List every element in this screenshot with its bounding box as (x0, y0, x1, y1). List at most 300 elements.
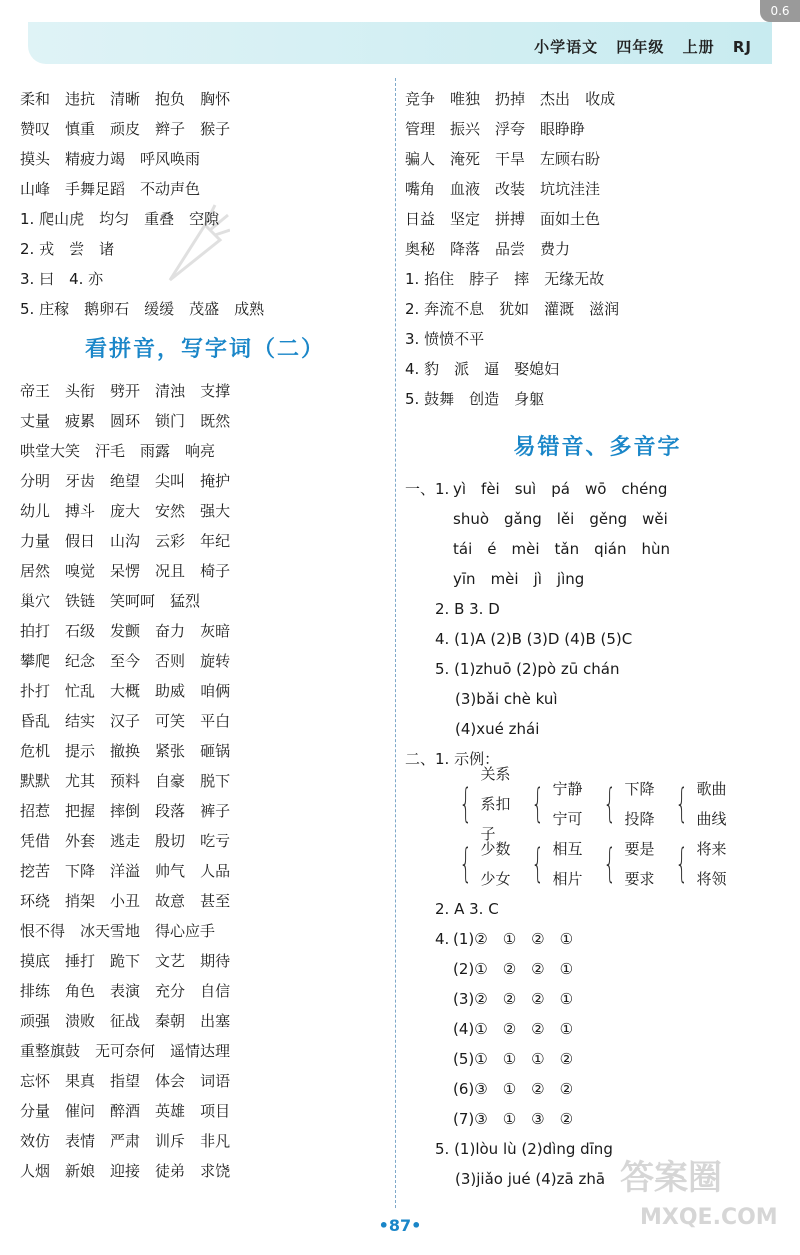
answer-word: 抱负 (155, 90, 186, 108)
answer-line (20, 706, 390, 736)
answer-word: 灌溉 (544, 300, 575, 318)
answer-word: 铁链 (65, 592, 96, 610)
answer-line: (4)xué zhái (455, 720, 540, 738)
question-label: 一、1. (405, 480, 450, 498)
answer-word: 殷切 (155, 832, 186, 850)
header-volume: 上册 (682, 38, 715, 56)
answer-word: mèi (490, 570, 519, 588)
answer-word: 犹如 (499, 300, 530, 318)
answer-word: wō (584, 480, 607, 498)
bracket-row (453, 765, 790, 843)
answer-word: 帝王 (20, 382, 51, 400)
answer-word: 脱下 (200, 772, 231, 790)
answer-line (20, 376, 390, 406)
brace-icon: { (459, 841, 473, 887)
answer-line (405, 144, 790, 174)
group-word: 相互 (552, 840, 583, 858)
header-subject: 小学语文 (534, 38, 599, 56)
answer-word: 派 (454, 360, 470, 378)
brace-icon: { (675, 781, 689, 827)
answer-word: 昏乱 (20, 712, 51, 730)
answer-word: 坑坑洼洼 (540, 180, 601, 198)
answer-word: shuò (453, 510, 490, 528)
answer-line (20, 1096, 390, 1126)
word-group (669, 834, 741, 894)
answer-word: 项目 (200, 1102, 231, 1120)
answer-word: 茂盛 (189, 300, 220, 318)
watermark-site: MXQE.COM (640, 1205, 778, 1230)
answer-word: qián (594, 540, 627, 558)
answer-line (453, 984, 790, 1014)
answer-line: (3)bǎi chè kuì (455, 690, 558, 708)
answer-word: 人烟 (20, 1162, 51, 1180)
answer-word: 尤其 (65, 772, 96, 790)
answer-line (453, 1074, 790, 1104)
answer-word: 柔和 (20, 90, 51, 108)
group-word: 宁静 (552, 780, 583, 798)
answer-line (405, 264, 790, 294)
answer-line: 2. B 3. D (435, 600, 500, 618)
answer-word: 居然 (20, 562, 51, 580)
brace-icon: { (531, 841, 545, 887)
group-word: 歌曲 (696, 780, 727, 798)
answer-word: 甚至 (200, 892, 231, 910)
answer-word: 响亮 (185, 442, 216, 460)
answer-word: suì (514, 480, 537, 498)
answer-word: 4. 亦 (69, 270, 104, 288)
answer-word: 求饶 (200, 1162, 231, 1180)
answer-word: 骗人 (405, 150, 436, 168)
answer-word: ② (531, 990, 545, 1008)
answer-word: 摔倒 (110, 802, 141, 820)
answer-line (20, 466, 390, 496)
answer-line (453, 1104, 790, 1134)
answer-word: 环绕 (20, 892, 51, 910)
brace-icon: { (675, 841, 689, 887)
answer-word: 吃亏 (200, 832, 231, 850)
answer-word: (2)① (453, 960, 488, 978)
answer-word: 重叠 (144, 210, 175, 228)
answer-word: 空隙 (189, 210, 220, 228)
answer-word: 竞争 (405, 90, 436, 108)
answer-word: 结实 (65, 712, 96, 730)
answer-word: 冰天雪地 (80, 922, 141, 940)
answer-word: 自豪 (155, 772, 186, 790)
group-word: 将来 (696, 840, 727, 858)
brace-icon: { (603, 781, 617, 827)
answer-word: 眼睁睁 (540, 120, 586, 138)
answer-word: 云彩 (155, 532, 186, 550)
answer-word: 3. 愤愤不平 (405, 330, 485, 348)
answer-word: 庞大 (110, 502, 141, 520)
answer-word: 管理 (405, 120, 436, 138)
answer-word: 日益 (405, 210, 436, 228)
answer-word: ② (502, 960, 517, 978)
answer-line (20, 174, 390, 204)
answer-word: ② (502, 1020, 517, 1038)
group-word: 投降 (624, 810, 655, 828)
group-word: 系扣子 (480, 795, 511, 843)
answer-line (20, 114, 390, 144)
answer-word: 徒弟 (155, 1162, 186, 1180)
answer-word: tái (453, 540, 473, 558)
answer-line (453, 924, 790, 954)
answer-word: 灰暗 (200, 622, 231, 640)
answer-line (20, 766, 390, 796)
answer-word: 手舞足蹈 (65, 180, 126, 198)
answer-word: wěi (642, 510, 668, 528)
answer-line (20, 676, 390, 706)
answer-word: 身躯 (514, 390, 545, 408)
answer-line (20, 946, 390, 976)
answer-word: 3. 曰 (20, 270, 55, 288)
answer-word: 嗅觉 (65, 562, 96, 580)
brace-icon: { (603, 841, 617, 887)
group-word: 要是 (624, 840, 655, 858)
answer-word: 分量 (20, 1102, 51, 1120)
answer-word: 缓缓 (144, 300, 175, 318)
answer-word: 辫子 (155, 120, 186, 138)
answer-word: 幼儿 (20, 502, 51, 520)
answer-word: 把握 (65, 802, 96, 820)
answer-word: (4)① (453, 1020, 488, 1038)
answer-word: 振兴 (450, 120, 481, 138)
answer-word: 忙乱 (65, 682, 96, 700)
answer-word: pá (551, 480, 570, 498)
answer-word: 撤换 (110, 742, 141, 760)
answer-word: 滋润 (589, 300, 620, 318)
answer-word: 帅气 (155, 862, 186, 880)
answer-word: 均匀 (99, 210, 130, 228)
answer-word: 搏斗 (65, 502, 96, 520)
answer-word: 杰出 (540, 90, 571, 108)
answer-word: 淹死 (450, 150, 481, 168)
answer-word: 逃走 (110, 832, 141, 850)
answer-word: 可笑 (155, 712, 186, 730)
answer-line (20, 204, 390, 234)
brace-icon: { (531, 781, 545, 827)
answer-word: 迎接 (110, 1162, 141, 1180)
answer-word: 招惹 (20, 802, 51, 820)
answer-word: 扔掉 (495, 90, 526, 108)
answer-word: (7)③ (453, 1110, 488, 1128)
answer-word: 1. 爬山虎 (20, 210, 85, 228)
answer-word: 2. 戎 (20, 240, 55, 258)
answer-line (405, 84, 790, 114)
answer-word: 况且 (155, 562, 186, 580)
answer-line (453, 504, 790, 534)
answer-line (20, 234, 390, 264)
answer-word: ② (559, 1050, 574, 1068)
answer-word: ① (502, 1080, 517, 1098)
answer-line (20, 856, 390, 886)
answer-word: 段落 (155, 802, 186, 820)
word-group (453, 834, 525, 894)
answer-word: yì (453, 480, 467, 498)
answer-word: 降落 (450, 240, 481, 258)
group-word: 相片 (552, 870, 583, 888)
answer-word: 表情 (65, 1132, 96, 1150)
answer-line (20, 264, 390, 294)
answer-word: 5. 鼓舞 (405, 390, 455, 408)
answer-word: 凭借 (20, 832, 51, 850)
answer-line (405, 354, 790, 384)
brace-icon: { (459, 781, 473, 827)
group-word: 要求 (624, 870, 655, 888)
answer-word: 不动声色 (140, 180, 201, 198)
answer-word: 英雄 (155, 1102, 186, 1120)
answer-word: 表演 (110, 982, 141, 1000)
answer-word: 汗毛 (95, 442, 126, 460)
answer-word: 赞叹 (20, 120, 51, 138)
answer-word: 山沟 (110, 532, 141, 550)
answer-word: 捎架 (65, 892, 96, 910)
group-word: 曲线 (696, 810, 727, 828)
answer-word: 出塞 (200, 1012, 231, 1030)
answer-word: 忘怀 (20, 1072, 51, 1090)
answer-word: 新娘 (65, 1162, 96, 1180)
answer-word: ③ (531, 1110, 545, 1128)
answer-word: 奋力 (155, 622, 186, 640)
answer-word: 掩护 (200, 472, 231, 490)
answer-word: lěi (556, 510, 575, 528)
answer-word: jì (533, 570, 542, 588)
answer-word: chéng (621, 480, 668, 498)
answer-word: 猴子 (200, 120, 231, 138)
answer-line (20, 1066, 390, 1096)
answer-word: (3)② (453, 990, 488, 1008)
answer-word: 坚定 (450, 210, 481, 228)
answer-word: 自信 (200, 982, 231, 1000)
answer-word: 干旱 (495, 150, 526, 168)
answer-word: 左顾右盼 (540, 150, 601, 168)
answer-word: 角色 (65, 982, 96, 1000)
answer-word: ① (559, 930, 574, 948)
answer-line (405, 204, 790, 234)
bracket-row (453, 834, 790, 894)
answer-word: gǎng (504, 510, 542, 528)
answer-word: 无缘无故 (544, 270, 605, 288)
answer-word: 攀爬 (20, 652, 51, 670)
section-title-pinyin: 看拼音，写字词（二） (84, 337, 325, 362)
answer-word: 大概 (110, 682, 141, 700)
answer-word: fèi (481, 480, 500, 498)
answer-word: (6)③ (453, 1080, 488, 1098)
answer-word: 成熟 (234, 300, 265, 318)
right-column (405, 84, 790, 1194)
left-column (20, 84, 390, 1186)
answer-word: mèi (511, 540, 540, 558)
answer-line (20, 916, 390, 946)
answer-line (453, 474, 790, 504)
header-edition: RJ (732, 38, 752, 56)
answer-word: tǎn (554, 540, 580, 558)
answer-line (20, 1156, 390, 1186)
answer-line (20, 796, 390, 826)
group-word: 下降 (624, 780, 655, 798)
answer-word: 文艺 (155, 952, 186, 970)
answer-word: 逼 (484, 360, 500, 378)
answer-word: 平白 (200, 712, 231, 730)
answer-word: 至今 (110, 652, 141, 670)
answer-word: 既然 (200, 412, 231, 430)
answer-word: 劈开 (110, 382, 141, 400)
group-word: 关系 (480, 765, 511, 783)
answer-line (20, 886, 390, 916)
answer-word: 安然 (155, 502, 186, 520)
answer-word: 疲累 (65, 412, 96, 430)
answer-word: 笑呵呵 (110, 592, 156, 610)
answer-word: 丈量 (20, 412, 51, 430)
question-label: 二、1. 示例： (405, 750, 500, 768)
answer-line (20, 1006, 390, 1036)
answer-line (453, 954, 790, 984)
answer-word: 绝望 (110, 472, 141, 490)
answer-word: 顽皮 (110, 120, 141, 138)
answer-line (20, 976, 390, 1006)
answer-word: 重整旗鼓 (20, 1042, 81, 1060)
answer-word: ② (531, 960, 545, 978)
answer-line: (3)jiǎo jué (4)zā zhā (455, 1170, 606, 1188)
answer-word: 呼风唤雨 (140, 150, 201, 168)
answer-word: 收成 (585, 90, 616, 108)
answer-line (20, 826, 390, 856)
answer-word: 品尝 (495, 240, 526, 258)
answer-word: ② (559, 1110, 574, 1128)
answer-word: (1)② (453, 930, 488, 948)
answer-word: 诸 (99, 240, 115, 258)
answer-word: 咱俩 (200, 682, 231, 700)
answer-word: 拼搏 (495, 210, 526, 228)
answer-word: 巢穴 (20, 592, 51, 610)
answer-word: gěng (589, 510, 628, 528)
answer-word: ② (531, 1080, 545, 1098)
answer-word: 挖苦 (20, 862, 51, 880)
answer-line (20, 586, 390, 616)
answer-word: 尖叫 (155, 472, 186, 490)
answer-word: 脖子 (469, 270, 500, 288)
answer-word: 石级 (65, 622, 96, 640)
answer-line (20, 436, 390, 466)
answer-line (20, 84, 390, 114)
answer-word: 2. 奔流不息 (405, 300, 485, 318)
answer-word: 清晰 (110, 90, 141, 108)
answer-word: 无可奈何 (95, 1042, 156, 1060)
answer-line (453, 534, 790, 564)
answer-word: 效仿 (20, 1132, 51, 1150)
answer-word: ① (502, 1110, 517, 1128)
answer-word: 清浊 (155, 382, 186, 400)
answer-word: 雨露 (140, 442, 171, 460)
answer-word: 面如土色 (540, 210, 601, 228)
answer-word: 捶打 (65, 952, 96, 970)
answer-line (20, 406, 390, 436)
group-word: 少女 (480, 870, 511, 888)
answer-word: 故意 (155, 892, 186, 910)
answer-line (453, 1014, 790, 1044)
answer-word: 排练 (20, 982, 51, 1000)
answer-word: ① (559, 990, 574, 1008)
word-group (669, 774, 741, 834)
group-word: 少数 (480, 840, 511, 858)
answer-word: ① (502, 1050, 517, 1068)
answer-word: 慎重 (65, 120, 96, 138)
answer-word: 期待 (200, 952, 231, 970)
answer-word: 词语 (200, 1072, 231, 1090)
page-header (522, 36, 752, 57)
answer-word: 1. 掐住 (405, 270, 455, 288)
answer-word: 血液 (450, 180, 481, 198)
answer-word: 得心应手 (155, 922, 216, 940)
answer-word: 小丑 (110, 892, 141, 910)
answer-word: 费力 (540, 240, 571, 258)
answer-line: 5. (1)lòu lù (2)dìng dīng (435, 1140, 613, 1158)
answer-word: 跪下 (110, 952, 141, 970)
answer-line (20, 1036, 390, 1066)
answer-word: 人品 (200, 862, 231, 880)
answer-line (405, 174, 790, 204)
answer-word: 否则 (155, 652, 186, 670)
answer-word: 发颤 (110, 622, 141, 640)
answer-word: 力量 (20, 532, 51, 550)
question-label: 4. (435, 930, 450, 948)
answer-word: 尝 (69, 240, 85, 258)
answer-word: 恨不得 (20, 922, 66, 940)
answer-word: 醉酒 (110, 1102, 141, 1120)
answer-word: ① (559, 960, 574, 978)
answer-word: 扑打 (20, 682, 51, 700)
answer-word: 嘴角 (405, 180, 436, 198)
answer-word: 预料 (110, 772, 141, 790)
answer-word: 非凡 (200, 1132, 231, 1150)
word-group (453, 765, 525, 843)
answer-line (405, 324, 790, 354)
answer-word: 摸头 (20, 150, 51, 168)
answer-word: 体会 (155, 1072, 186, 1090)
answer-word: 征战 (110, 1012, 141, 1030)
answer-line: 2. A 3. C (435, 900, 499, 918)
section-title-polyphone: 易错音、多音字 (513, 435, 682, 460)
answer-word: 年纪 (200, 532, 231, 550)
answer-word: é (487, 540, 497, 558)
word-group (597, 834, 669, 894)
answer-word: 训斥 (155, 1132, 186, 1150)
answer-line (20, 526, 390, 556)
answer-word: 违抗 (65, 90, 96, 108)
corner-tag: 0.6 (760, 0, 800, 22)
answer-line (20, 1126, 390, 1156)
group-word: 将领 (696, 870, 727, 888)
answer-word: ① (531, 1050, 545, 1068)
word-group (597, 774, 669, 834)
group-word: 宁可 (552, 810, 583, 828)
answer-word: 强大 (200, 502, 231, 520)
answer-word: 唯独 (450, 90, 481, 108)
answer-word: 紧张 (155, 742, 186, 760)
circled-answer-block (405, 924, 790, 1134)
answer-word: 支撑 (200, 382, 231, 400)
watermark-logo: 答案圈 (620, 1158, 722, 1198)
answer-word: 严肃 (110, 1132, 141, 1150)
answer-word: 下降 (65, 862, 96, 880)
answer-word: 危机 (20, 742, 51, 760)
answer-word: 山峰 (20, 180, 51, 198)
answer-word: 牙齿 (65, 472, 96, 490)
word-group (525, 834, 597, 894)
header-grade: 四年级 (616, 38, 665, 56)
answer-line (405, 234, 790, 264)
answer-word: ② (502, 990, 517, 1008)
